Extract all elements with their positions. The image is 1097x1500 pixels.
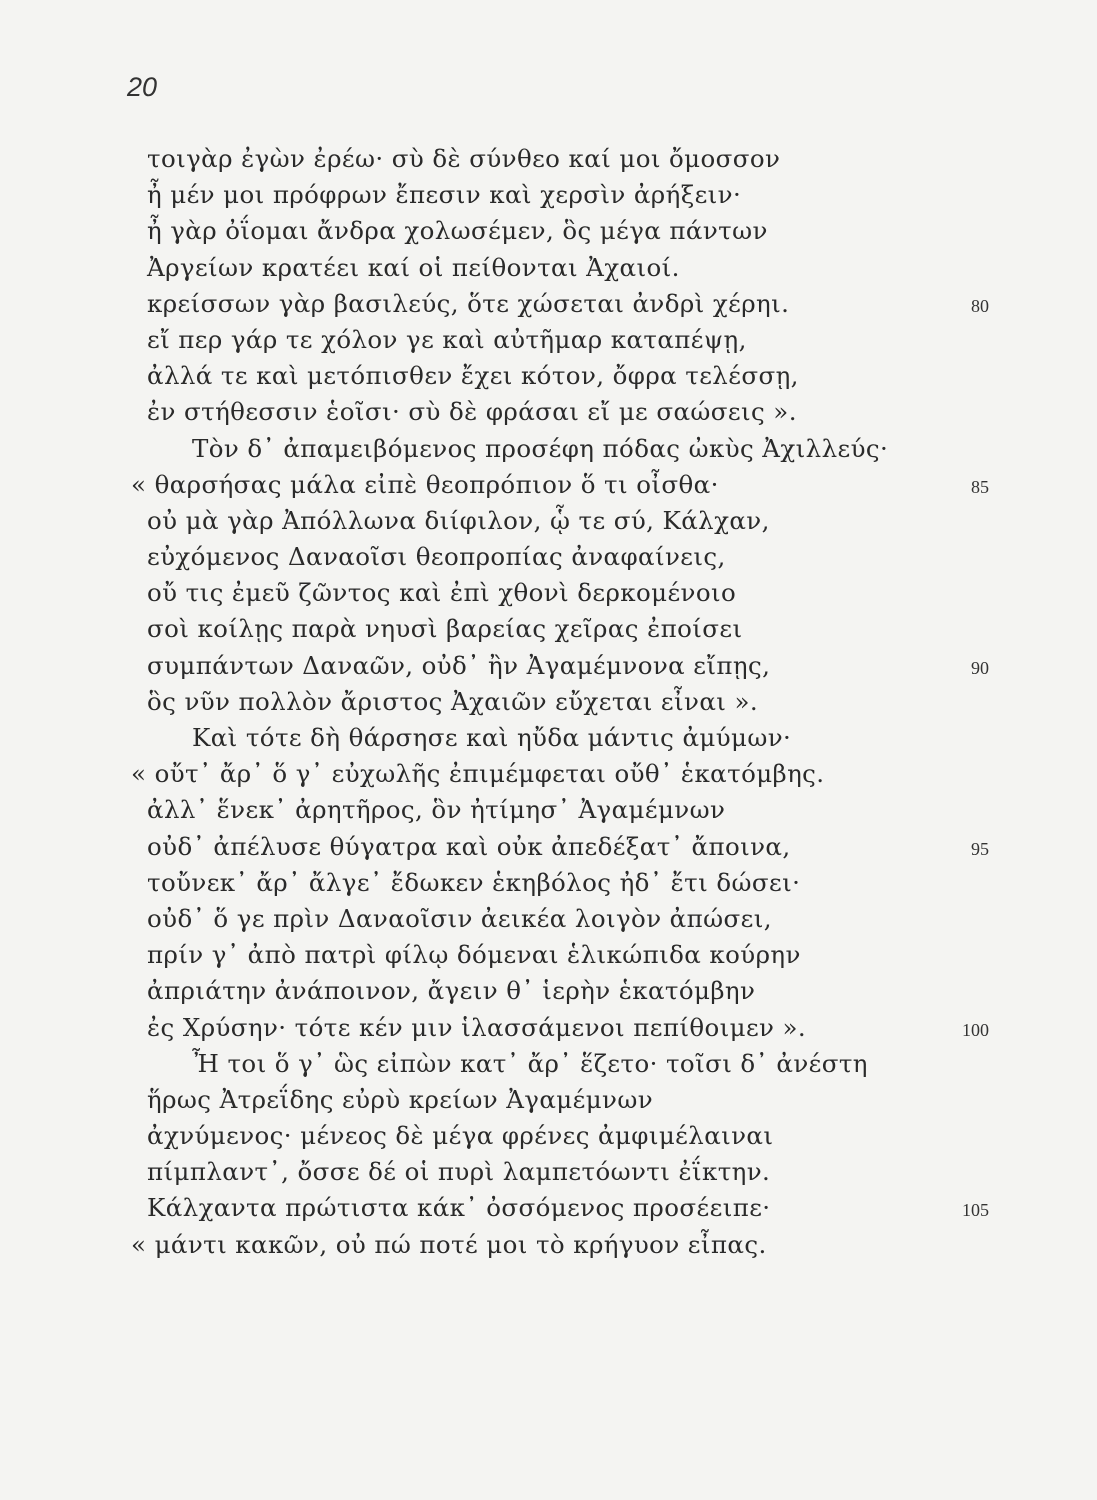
verse-line [0,937,1097,973]
verse-text: ἀλλά τε καὶ μετόπισθεν ἔχει κότον, ὄφρα τελέσσῃ, [147,361,799,391]
verse-line [0,250,1097,286]
verse-text: ὃς νῦν πολλὸν ἄριστος Ἀχαιῶν εὔχεται εἶναι ». [147,686,759,716]
verse-line [0,1118,1097,1154]
verse-text: εὐχόμενος Δαναοῖσι θεοπροπίας ἀναφαίνεις, [147,542,726,572]
verse-block [0,141,1097,1263]
verse-text: ἀχνύμενος· μένεος δὲ μέγα φρένες ἀμφιμέλαιναι [147,1121,774,1151]
verse-line [0,1154,1097,1190]
verse-text: ἐς Χρύσην· τότε κέν μιν ἱλασσάμενοι πεπίθοιμεν ». [147,1012,807,1042]
verse-line [0,973,1097,1009]
verse-text: εἴ περ γάρ τε χόλον γε καὶ αὐτῆμαρ καταπέψῃ, [147,324,747,354]
verse-text: οὔ τις ἐμεῦ ζῶντος καὶ ἐπὶ χθονὶ δερκομένοιο [147,578,737,608]
line-number: 85 [971,476,989,497]
verse-text: πρίν γ᾽ ἀπὸ πατρὶ φίλῳ δόμεναι ἑλικώπιδα κούρην [147,940,801,970]
verse-line [0,539,1097,575]
verse-line [0,503,1097,539]
verse-text: ἦ μέν μοι πρόφρων ἔπεσιν καὶ χερσὶν ἀρήξειν· [147,180,742,210]
verse-line [0,1046,1097,1082]
verse-line [0,901,1097,937]
verse-text: τοιγὰρ ἐγὼν ἐρέω· σὺ δὲ σύνθεο καί μοι ὄμοσσον [147,144,781,173]
verse-line [0,611,1097,647]
verse-text: « οὔτ᾽ ἄρ᾽ ὅ γ᾽ εὐχωλῆς ἐπιμέμφεται οὔθ᾽ ἑκατόμβης. [131,759,825,789]
verse-line [0,1010,1097,1046]
verse-line [0,575,1097,611]
verse-text: Ἦ τοι ὅ γ᾽ ὣς εἰπὼν κατ᾽ ἄρ᾽ ἕζετο· τοῖσι δ᾽ ἀνέστη [192,1048,868,1078]
verse-line [0,1082,1097,1118]
verse-text: κρείσσων γὰρ βασιλεύς, ὅτε χώσεται ἀνδρὶ χέρηι. [147,288,790,318]
line-number: 80 [971,295,989,316]
verse-line [0,1227,1097,1263]
verse-text: οὐδ᾽ ὅ γε πρὶν Δαναοῖσιν ἀεικέα λοιγὸν ἀπώσει, [147,903,772,933]
line-number: 90 [971,657,989,678]
verse-line [0,431,1097,467]
verse-line [0,213,1097,249]
verse-text: Τὸν δ᾽ ἀπαμειβόμενος προσέφη πόδας ὠκὺς Ἀχιλλεύς· [192,433,889,463]
verse-line [0,720,1097,756]
verse-line [0,792,1097,828]
verse-line [0,829,1097,865]
verse-text: « θαρσήσας μάλα εἰπὲ θεοπρόπιον ὅ τι οἶσθα· [131,469,719,499]
verse-line [0,1190,1097,1226]
verse-line [0,756,1097,792]
verse-text: ἀπριάτην ἀνάποινον, ἄγειν θ᾽ ἱερὴν ἑκατόμβην [147,976,756,1006]
verse-text: οὐδ᾽ ἀπέλυσε θύγατρα καὶ οὐκ ἀπεδέξατ᾽ ἄποινα, [147,831,791,861]
verse-text: ἀλλ᾽ ἕνεκ᾽ ἀρητῆρος, ὃν ἠτίμησ᾽ Ἀγαμέμνων [147,795,726,825]
verse-text: Κάλχαντα πρώτιστα κάκ᾽ ὀσσόμενος προσέειπε· [147,1193,771,1223]
verse-text: Ἀργείων κρατέει καί οἱ πείθονται Ἀχαιοί. [147,252,680,282]
verse-line [0,141,1097,177]
verse-text: ἦ γὰρ ὀΐομαι ἄνδρα χολωσέμεν, ὃς μέγα πάντων [147,216,768,246]
verse-line [0,322,1097,358]
verse-text: συμπάντων Δαναῶν, οὐδ᾽ ἢν Ἀγαμέμνονα εἴπῃς, [147,650,771,680]
verse-line [0,684,1097,720]
line-number: 100 [962,1019,989,1040]
verse-line [0,865,1097,901]
verse-text: οὐ μὰ γὰρ Ἀπόλλωνα διίφιλον, ᾧ τε σύ, Κάλχαν, [147,505,770,535]
verse-line [0,286,1097,322]
line-number: 95 [971,838,989,859]
verse-text: Καὶ τότε δὴ θάρσησε καὶ ηὔδα μάντις ἀμύμων· [192,723,792,752]
verse-text: πίμπλαντ᾽, ὄσσε δέ οἱ πυρὶ λαμπετόωντι ἐΐκτην. [147,1157,771,1187]
verse-text: ἥρως Ἀτρεΐδης εὐρὺ κρείων Ἀγαμέμνων [147,1084,653,1114]
verse-line [0,177,1097,213]
verse-line [0,467,1097,503]
verse-text: τοὔνεκ᾽ ἄρ᾽ ἄλγε᾽ ἔδωκεν ἑκηβόλος ἠδ᾽ ἔτι δώσει· [147,867,801,897]
verse-line [0,648,1097,684]
verse-text: σοὶ κοίλῃς παρὰ νηυσὶ βαρείας χεῖρας ἐποίσει [147,614,743,644]
verse-line [0,358,1097,394]
verse-text: ἐν στήθεσσιν ἑοῖσι· σὺ δὲ φράσαι εἴ με σαώσεις ». [147,397,797,427]
verse-text: « μάντι κακῶν, οὐ πώ ποτέ μοι τὸ κρήγυον εἶπας. [131,1229,767,1259]
verse-line [0,394,1097,430]
line-number: 105 [962,1200,989,1221]
page-number: 20 [127,72,158,102]
